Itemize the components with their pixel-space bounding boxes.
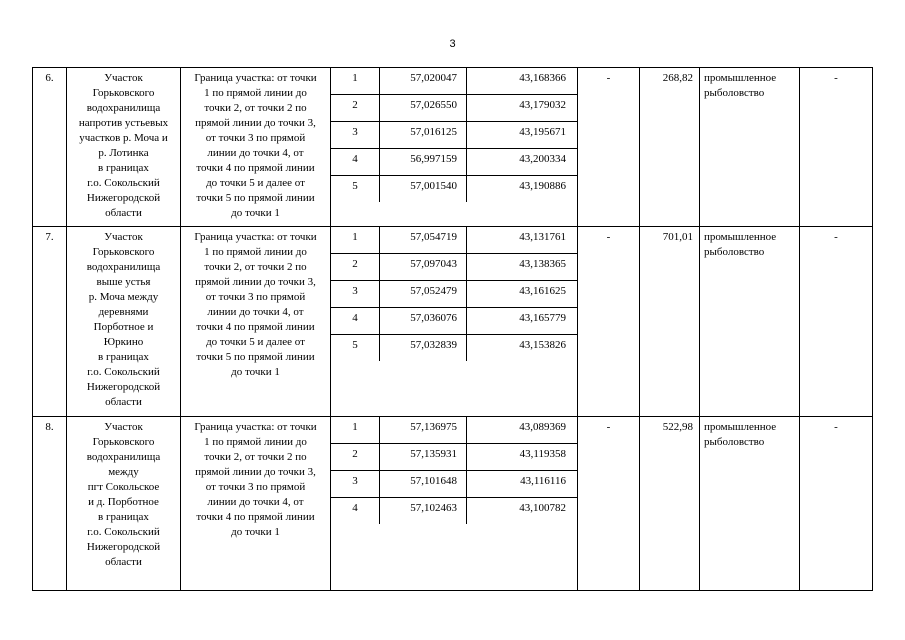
usage-type-line: рыболовство: [704, 87, 765, 99]
site-name-line: р. Моча между: [88, 291, 159, 303]
site-name-line: между: [108, 466, 139, 478]
latitude-value: 57,052479: [380, 281, 467, 308]
latitude-value: 57,036076: [380, 308, 467, 335]
site-name-cell: [67, 68, 181, 227]
table-row: [33, 227, 873, 417]
site-name-line: в границах: [98, 162, 149, 174]
site-name-line: г.о. Сокольский: [87, 366, 160, 378]
site-name-line: г.о. Сокольский: [87, 177, 160, 189]
latitude-value: 57,136975: [380, 417, 467, 444]
usage-type-line: промышленное: [704, 72, 777, 84]
boundary-description-line: прямой линии до точки 3,: [195, 276, 316, 288]
longitude-value: 43,138365: [467, 254, 578, 281]
coordinate-row: [331, 176, 577, 203]
usage-type-line: промышленное: [704, 231, 777, 243]
point-number: 2: [331, 95, 380, 122]
boundary-description-line: Граница участка: от точки: [194, 421, 317, 433]
point-number: 5: [331, 176, 380, 203]
boundary-description-line: точки 2, от точки 2 по: [204, 102, 307, 114]
longitude-value: 43,161625: [467, 281, 578, 308]
boundary-description-line: до точки 5 и далее от: [206, 336, 305, 348]
coordinate-row: [331, 471, 577, 498]
coordinate-row: [331, 308, 577, 335]
site-name-line: участков р. Моча и: [79, 132, 168, 144]
site-name-cell: [67, 227, 181, 417]
site-name-line: Нижегородской: [86, 541, 161, 553]
boundary-description-line: от точки 3 по прямой: [205, 481, 306, 493]
coordinates-table: [331, 417, 577, 524]
site-name-line: водохранилища: [86, 261, 161, 273]
point-number: 3: [331, 281, 380, 308]
coordinates-cell: [331, 417, 578, 591]
latitude-value: 56,997159: [380, 149, 467, 176]
boundary-description-line: 1 по прямой линии до: [204, 246, 307, 258]
coordinate-row: [331, 122, 577, 149]
longitude-value: 43,100782: [467, 498, 578, 525]
site-name-line: области: [105, 396, 142, 408]
site-name-line: Юркино: [103, 336, 144, 348]
latitude-value: 57,001540: [380, 176, 467, 203]
table-row: [33, 68, 873, 227]
longitude-value: 43,131761: [519, 231, 566, 243]
site-name-line: Участок: [104, 231, 143, 243]
boundary-description-line: Граница участка: от точки: [194, 72, 317, 84]
table-row: [33, 417, 873, 591]
site-name-line: в границах: [98, 511, 149, 523]
fishing-sites-table: [32, 67, 873, 591]
boundary-description-cell: [181, 227, 331, 417]
boundary-description-cell: [181, 417, 331, 591]
boundary-description-line: точки 5 по прямой линии: [196, 192, 315, 204]
site-name-line: Горьковского: [92, 436, 155, 448]
longitude-value: 43,119358: [467, 444, 578, 471]
usage-type-cell: [700, 227, 800, 417]
empty-value-cell: -: [578, 417, 640, 591]
boundary-description-line: прямой линии до точки 3,: [195, 117, 316, 129]
boundary-description-line: от точки 3 по прямой: [205, 291, 306, 303]
site-name-line: Порботное и: [93, 321, 154, 333]
latitude-value: 57,054719: [380, 227, 467, 254]
coordinates-cell: [331, 227, 578, 417]
site-name-line: Горьковского: [92, 87, 155, 99]
site-name-line: в границах: [98, 351, 149, 363]
area-value: 522,98: [640, 417, 700, 591]
boundary-description-line: 1 по прямой линии до: [204, 436, 307, 448]
boundary-description-line: точки 5 по прямой линии: [196, 351, 315, 363]
boundary-description-cell: [181, 68, 331, 227]
point-number: 4: [331, 149, 380, 176]
latitude-value: 57,101648: [380, 471, 467, 498]
point-number: 1: [331, 227, 380, 254]
boundary-description-line: до точки 1: [231, 526, 280, 538]
area-value: 268,82: [640, 68, 700, 227]
coordinate-row: [331, 149, 577, 176]
row-number: 8.: [33, 417, 67, 591]
point-number: 4: [331, 498, 380, 525]
usage-type-line: рыболовство: [704, 246, 765, 258]
latitude-value: 57,032839: [380, 335, 467, 362]
usage-type-cell: [700, 68, 800, 227]
site-name-line: Участок: [104, 72, 143, 84]
note-cell: -: [800, 417, 873, 591]
boundary-description-line: до точки 1: [231, 366, 280, 378]
boundary-description-line: точки 4 по прямой линии: [196, 321, 315, 333]
point-number: 3: [331, 122, 380, 149]
longitude-value: 43,168366: [519, 72, 566, 84]
site-name-line: г.о. Сокольский: [87, 526, 160, 538]
site-name-cell: [67, 417, 181, 591]
longitude-value: 43,089369: [519, 421, 566, 433]
longitude-value: 43,116116: [467, 471, 578, 498]
boundary-description-line: линии до точки 4, от: [207, 147, 304, 159]
coordinate-row: [331, 417, 577, 444]
latitude-value: 57,020047: [380, 68, 467, 95]
latitude-value: 57,135931: [380, 444, 467, 471]
coordinate-row: [331, 254, 577, 281]
point-number: 3: [331, 471, 380, 498]
site-name-line: Участок: [104, 421, 143, 433]
coordinate-row: [331, 281, 577, 308]
site-name-line: р. Лотинка: [98, 147, 149, 159]
longitude-value: 43,165779: [467, 308, 578, 335]
point-number: 2: [331, 444, 380, 471]
site-name-line: водохранилища: [86, 451, 161, 463]
coordinate-row: [331, 335, 577, 362]
site-name-line: Нижегородской: [86, 381, 161, 393]
coordinates-cell: [331, 68, 578, 227]
point-number: 2: [331, 254, 380, 281]
area-value: 701,01: [640, 227, 700, 417]
boundary-description-line: точки 2, от точки 2 по: [204, 451, 307, 463]
site-name-line: напротив устьевых: [78, 117, 169, 129]
boundary-description-line: линии до точки 4, от: [207, 306, 304, 318]
site-name-line: области: [105, 207, 142, 219]
table-body: [33, 68, 873, 591]
note-cell: -: [800, 227, 873, 417]
site-name-line: выше устья: [96, 276, 151, 288]
note-cell: -: [800, 68, 873, 227]
boundary-description-line: до точки 5 и далее от: [206, 177, 305, 189]
boundary-description-line: точки 2, от точки 2 по: [204, 261, 307, 273]
row-number: 6.: [33, 68, 67, 227]
point-number: 1: [331, 417, 380, 444]
coordinate-row: [331, 498, 577, 525]
boundary-description-line: Граница участка: от точки: [194, 231, 317, 243]
boundary-description-line: точки 4 по прямой линии: [196, 511, 315, 523]
longitude-value: 43,153826: [467, 335, 578, 362]
point-number: 1: [331, 68, 380, 95]
site-name-line: водохранилища: [86, 102, 161, 114]
empty-value-cell: -: [578, 227, 640, 417]
page-number: 3: [449, 38, 456, 50]
boundary-description-line: 1 по прямой линии до: [204, 87, 307, 99]
coordinate-row: [331, 227, 577, 254]
site-name-line: и д. Порботное: [88, 496, 159, 508]
boundary-description-line: от точки 3 по прямой: [205, 132, 306, 144]
site-name-line: Нижегородской: [86, 192, 161, 204]
boundary-description-line: точки 4 по прямой линии: [196, 162, 315, 174]
coordinate-row: [331, 95, 577, 122]
usage-type-cell: [700, 417, 800, 591]
boundary-description-line: до точки 1: [231, 207, 280, 219]
boundary-description-line: прямой линии до точки 3,: [195, 466, 316, 478]
longitude-value: 43,200334: [467, 149, 578, 176]
site-name-line: пгт Сокольское: [87, 481, 160, 493]
row-number: 7.: [33, 227, 67, 417]
latitude-value: 57,016125: [380, 122, 467, 149]
longitude-value: 43,179032: [467, 95, 578, 122]
latitude-value: 57,102463: [380, 498, 467, 525]
longitude-value: 43,190886: [467, 176, 578, 203]
usage-type-line: рыболовство: [704, 436, 765, 448]
site-name-line: деревнями: [98, 306, 149, 318]
coordinate-row: [331, 444, 577, 471]
longitude-value: 43,195671: [467, 122, 578, 149]
site-name-line: области: [105, 556, 142, 568]
coordinates-table: [331, 227, 577, 361]
boundary-description-line: линии до точки 4, от: [207, 496, 304, 508]
coordinate-row: [331, 68, 577, 95]
empty-value-cell: -: [578, 68, 640, 227]
coordinates-table: [331, 68, 577, 202]
usage-type-line: промышленное: [704, 421, 777, 433]
point-number: 4: [331, 308, 380, 335]
point-number: 5: [331, 335, 380, 362]
site-name-line: Горьковского: [92, 246, 155, 258]
latitude-value: 57,026550: [380, 95, 467, 122]
latitude-value: 57,097043: [380, 254, 467, 281]
